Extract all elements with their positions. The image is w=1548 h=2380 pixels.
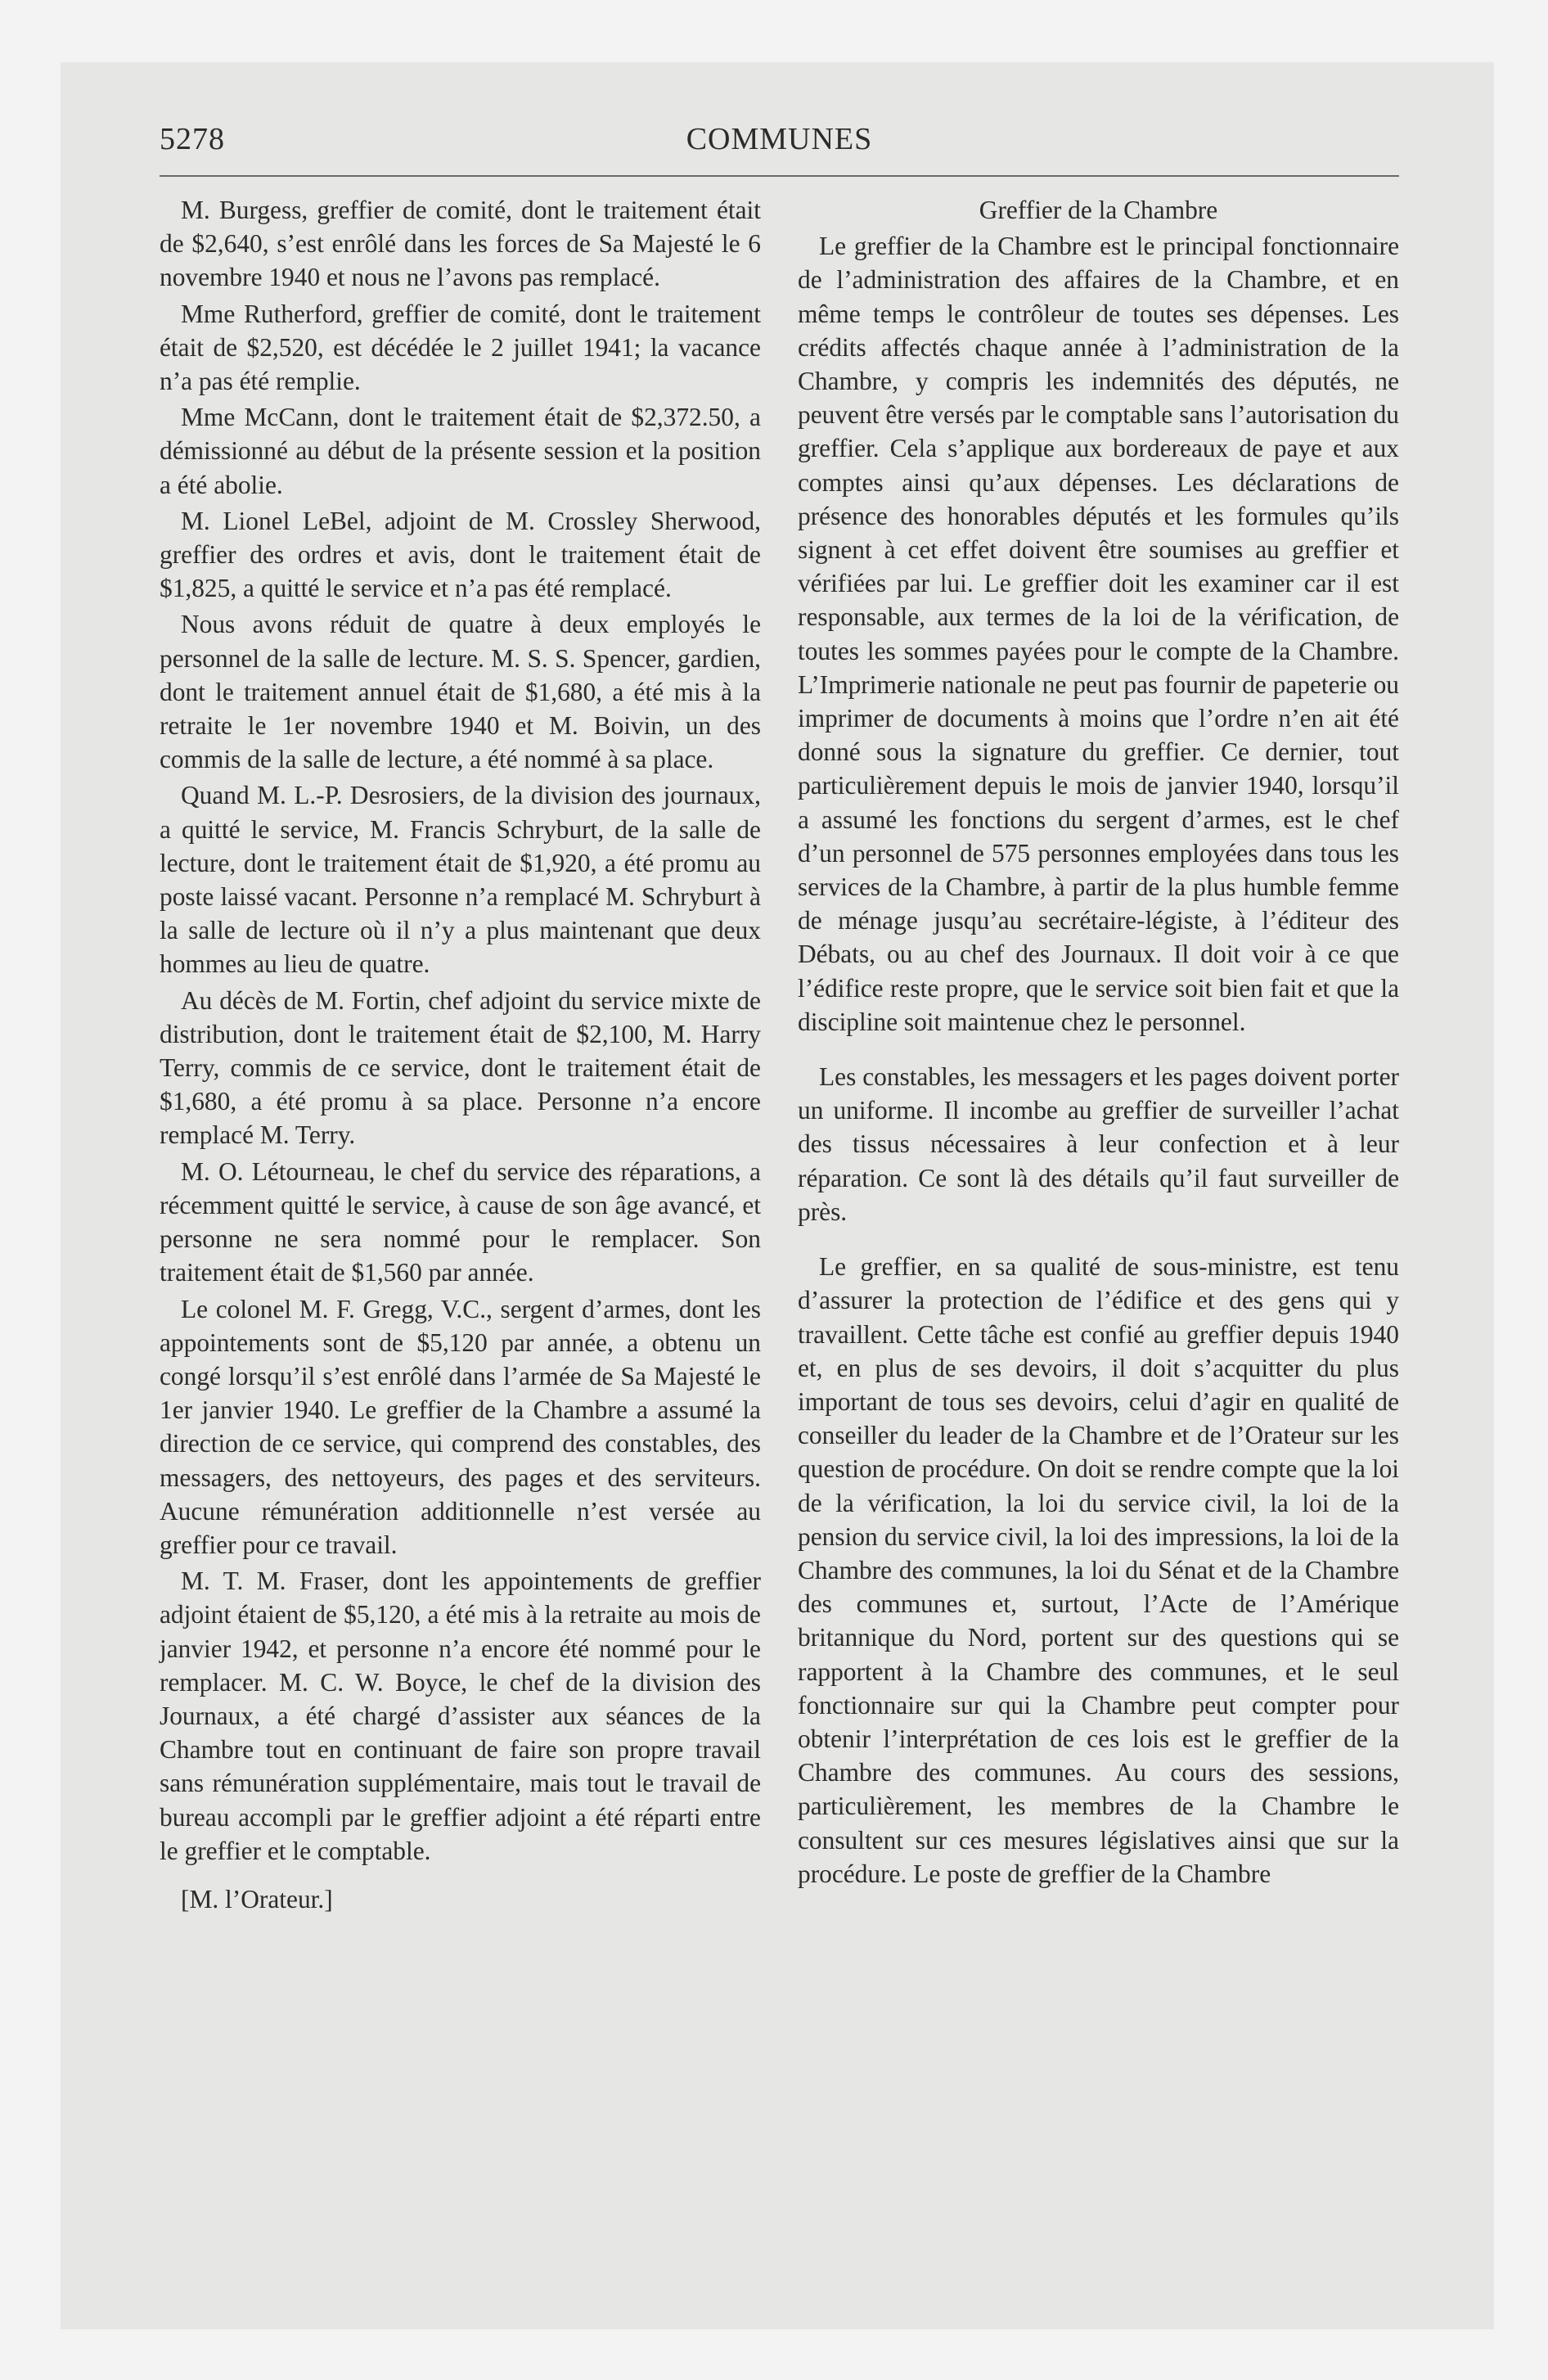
paragraph: M. Lionel LeBel, adjoint de M. Crossley Sherwood, greffier des ordres et avis, dont le traitement était de $1,825, a quitté le service et n’a pas été remplacé. <box>160 506 761 603</box>
speaker-note: [M. l’Orateur.] <box>181 1884 333 1913</box>
running-title: COMMUNES <box>686 122 873 156</box>
page-number: 5278 <box>160 122 225 156</box>
page-header <box>160 121 1399 167</box>
paragraph: M. T. M. Fraser, dont les appointements de greffier adjoint étaient de $5,120, a été mis à la retraite au mois de janvier 1942, et personne n’a encore été nommé pour le remplacer. M. C. W. Boyce, le chef de la division des Journaux, a été chargé d’assister aux séances de la Chambre tout en continuant de faire son propre travail sans rémunération supplémentaire, mais tout le travail de bureau accompli par le greffier adjoint a été réparti entre le greffier et le comptable. <box>160 1566 761 1865</box>
header-rule <box>160 175 1399 177</box>
paragraph: M. Burgess, greffier de comité, dont le traitement était de $2,640, s’est enrôlé dans les forces de Sa Majesté le 6 novembre 1940 et nous ne l’avons pas remplacé. <box>160 196 761 292</box>
paragraph: Le colonel M. F. Gregg, V.C., sergent d’armes, dont les appointements sont de $5,120 par année, a obtenu un congé lorsqu’il s’est enrôlé dans l’armée de Sa Majesté le 1er janvier 1940. Le greffier de la Chambre a assumé la direction de ce service, qui comprend des constables, des messagers, des nettoyeurs, des pages et des serviteurs. Aucune rémunération additionnelle n’est versée au greffier pour ce travail. <box>160 1294 761 1559</box>
paragraph: M. O. Létourneau, le chef du service des réparations, a récemment quitté le service, à cause de son âge avancé, et personne ne sera nommé pour le remplacer. Son traitement était de $1,560 par année. <box>160 1156 761 1287</box>
paragraph: Mme McCann, dont le traitement était de $2,372.50, a démissionné au début de la présente session et la position a été abolie. <box>160 403 761 499</box>
paragraph: Nous avons réduit de quatre à deux employés le personnel de la salle de lecture. M. S. S. Spencer, gardien, dont le traitement annuel était de $1,680, a été mis à la retraite le 1er novembre 1940 et M. Boivin, un des commis de la salle de lecture, a été nommé à sa place. <box>160 610 761 774</box>
section-heading: Greffier de la Chambre <box>979 196 1218 224</box>
paragraph: Quand M. L.-P. Desrosiers, de la division des journaux, a quitté le service, M. Francis Schryburt, de la salle de lecture, dont le traitement était de $1,920, a été promu au poste laissé vacant. Personne n’a remplacé M. Schryburt à la salle de lecture où il n’y a plus maintenant que deux hommes au lieu de quatre. <box>160 781 761 979</box>
paragraph: Le greffier de la Chambre est le principal fonctionnaire de l’administration des affaires de la Chambre, et en même temps le contrôleur de toutes ses dépenses. Les crédits affectés chaque année à l’administration de la Chambre, y compris les indemnités des députés, ne peuvent être versés par le comptable sans l’autorisation du greffier. Cela s’applique aux bordereaux de paye et aux comptes ainsi qu’aux dépenses. Les déclarations de présence des honorables députés et les formules qu’ils signent à cet effet doivent être soumises au greffier et vérifiées par lui. Le greffier doit les examiner car il est responsable, aux termes de la loi de la vérification, de toutes les sommes payées pour le compte de la Chambre. L’Imprimerie nationale ne peut pas fournir de papeterie ou imprimer de documents à moins que l’ordre n’en ait été donné sous la signature du greffier. Ce dernier, tout particulièrement depuis le mois de janvier 1940, lorsqu’il a assumé les fonctions du sergent d’armes, est le chef d’un personnel de 575 personnes employées dans tous les services de la Chambre, à partir de la plus humble femme de ménage jusqu’au secrétaire-légiste, à l’éditeur des Débats, ou au chef des Journaux. Il doit voir à ce que l’édifice reste propre, que le service soit bien fait et que la discipline soit maintenue chez le personnel. <box>798 232 1399 1036</box>
paragraph: Les constables, les messagers et les pages doivent porter un uniforme. Il incombe au greffier de surveiller l’achat des tissus nécessaires à leur confection et à leur réparation. Ce sont là des détails qu’il faut surveiller de près. <box>798 1062 1399 1226</box>
paragraph: Le greffier, en sa qualité de sous-ministre, est tenu d’assurer la protection de l’édifice et des gens qui y travaillent. Cette tâche est confié au greffier depuis 1940 et, en plus de ses devoirs, il doit s’acquitter du plus important de tous ses devoirs, celui d’agir en qualité de conseiller du leader de la Chambre et de l’Orateur sur les question de procédure. On doit se rendre compte que la loi de la vérification, la loi du service civil, la loi de la pension du service civil, la loi des impressions, la loi de la Chambre des communes, la loi du Sénat et de la Chambre des communes et, surtout, l’Acte de l’Amérique britannique du Nord, portent sur des questions qui se rapportent à la Chambre des communes, et le seul fonctionnaire sur qui la Chambre peut compter pour obtenir l’interprétation de ces lois est le greffier de la Chambre des communes. Au cours des sessions, particulièrement, les membres de la Chambre le consultent sur ces mesures législatives ainsi que sur la procédure. Le poste de greffier de la Chambre <box>798 1252 1399 1888</box>
left-column <box>160 193 761 1916</box>
right-column <box>798 193 1399 1891</box>
paragraph: Mme Rutherford, greffier de comité, dont le traitement était de $2,520, est décédée le 2 juillet 1941; la vacance n’a pas été remplie. <box>160 299 761 396</box>
paragraph: Au décès de M. Fortin, chef adjoint du service mixte de distribution, dont le traitement était de $2,100, M. Harry Terry, commis de ce service, dont le traitement était de $1,680, a été promu à sa place. Personne n’a encore remplacé M. Terry. <box>160 985 761 1150</box>
